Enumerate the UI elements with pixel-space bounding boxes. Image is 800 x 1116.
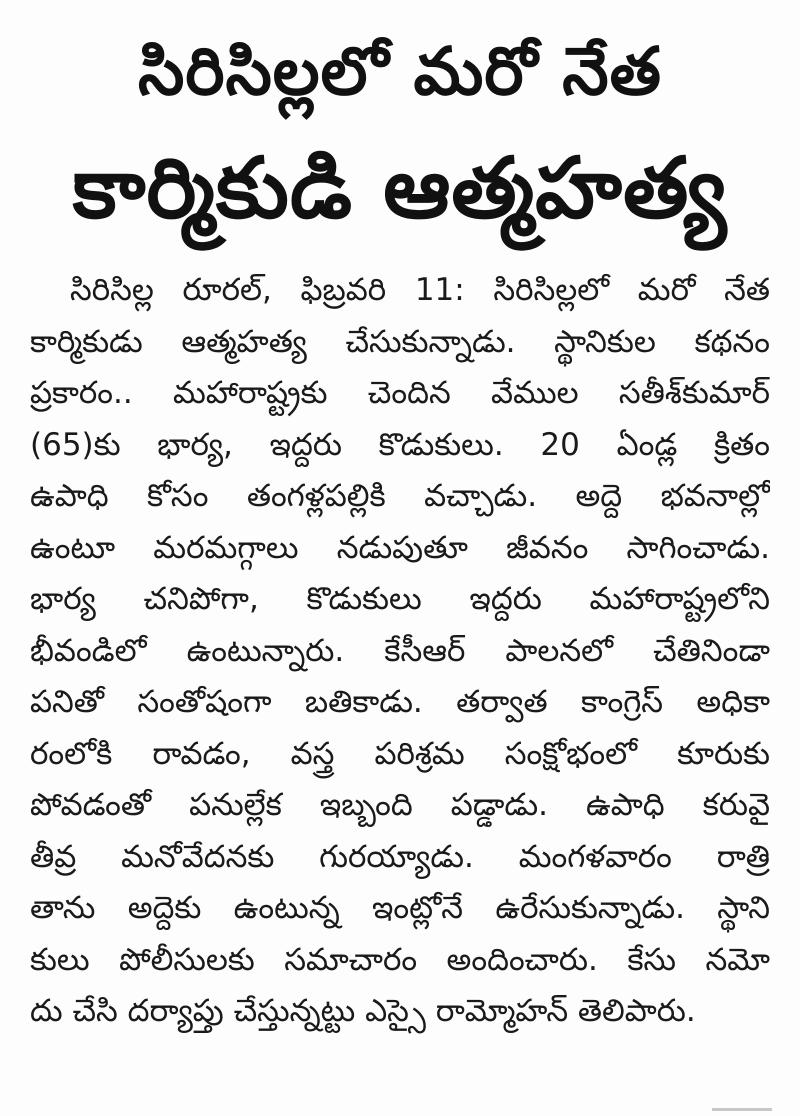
body-line: ఉపాధి కోసం తంగళ్లపల్లికి వచ్చాడు. అద్దె భవనాల్లో xyxy=(30,478,770,514)
body-line: కులు పోలీసులకు సమాచారం అందించారు. కేసు నమో xyxy=(30,941,770,978)
body-line: కార్మికుడు ఆత్మహత్య చేసుకున్నాడు. స్థానికుల కథనం xyxy=(30,323,770,360)
bottom-divider xyxy=(712,1108,772,1111)
body-line: (65)కు భార్య, ఇద్దరు కొడుకులు. 20 ఏండ్ల క్రితం xyxy=(30,426,770,463)
headline-line-1: సిరిసిల్లలో మరో నేత xyxy=(138,33,662,110)
body-line: దు చేసి దర్యాప్తు చేస్తున్నట్టు ఎస్సై రామ్మోహన్ తెలిపారు. xyxy=(30,993,696,1029)
body-line: భార్య చనిపోగా, కొడుకులు ఇద్దరు మహారాష్ట్రలోని xyxy=(30,581,770,617)
body-line: పనితో సంతోషంగా బతికాడు. తర్వాత కాంగ్రెస్ అధికా xyxy=(30,684,770,720)
body-line: తీవ్ర మనోవేదనకు గురయ్యాడు. మంగళవారం రాత్రి xyxy=(30,838,770,875)
body-line: తాను అద్దెకు ఉంటున్న ఇంట్లోనే ఉరేసుకున్నాడు. స్థాని xyxy=(30,890,770,926)
article-body xyxy=(30,265,770,1038)
body-line: ఉంటూ మరమగ్గాలు నడుపుతూ జీవనం సాగించాడు. xyxy=(30,529,770,566)
body-line: భీవండిలో ఉంటున్నారు. కేసీఆర్ పాలనలో చేతినిండా xyxy=(30,632,770,669)
body-line: సిరిసిల్ల రూరల్, ఫిబ్రవరి 11: సిరిసిల్లలో మరో నేత xyxy=(70,272,770,308)
body-line: పోవడంతో పనుల్లేక ఇబ్బంది పడ్డాడు. ఉపాధి కరువై xyxy=(30,787,770,823)
headline-line-2: కార్మికుడి ఆత్మహత్య xyxy=(72,139,728,237)
body-line: రంలోకి రావడం, వస్త్ర పరిశ్రమ సంక్షోభంలో కూరుకు xyxy=(30,735,770,772)
body-line: ప్రకారం.. మహారాష్ట్రకు చెందిన వేముల సతీశ్‌కుమార్ xyxy=(30,375,770,411)
